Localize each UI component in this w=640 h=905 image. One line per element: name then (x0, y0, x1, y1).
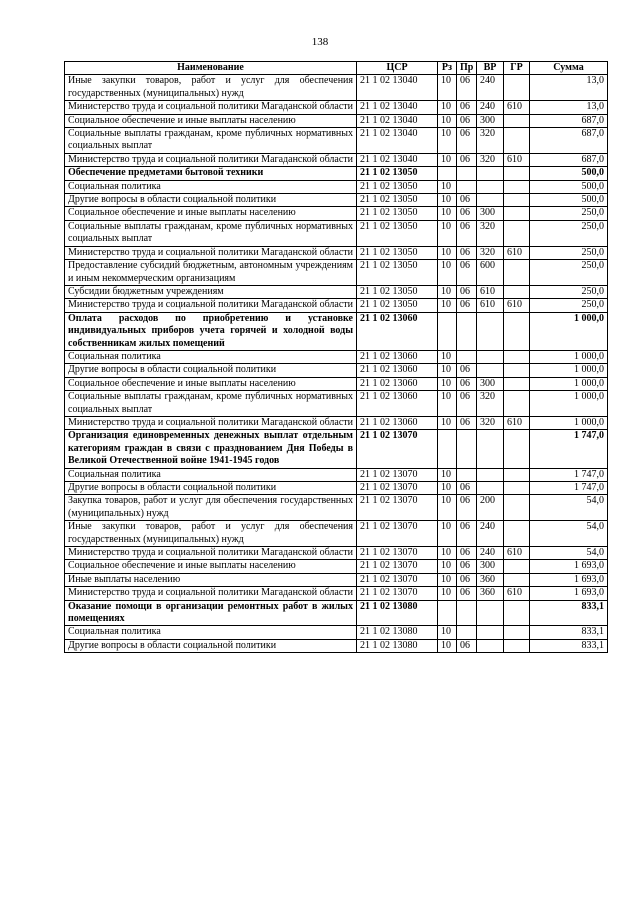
cell-rz: 10 (438, 114, 457, 127)
cell-vr: 300 (477, 377, 504, 390)
table-row (65, 626, 608, 639)
cell-pr: 06 (457, 207, 477, 220)
cell-pr (457, 468, 477, 481)
cell-rz: 10 (438, 391, 457, 417)
cell-sum: 13,0 (530, 101, 608, 114)
cell-csr: 21 1 02 13070 (357, 495, 438, 521)
cell-sum: 1 000,0 (530, 312, 608, 350)
cell-gr: 610 (504, 101, 530, 114)
table-row (65, 285, 608, 298)
cell-csr: 21 1 02 13070 (357, 587, 438, 600)
header-csr: ЦСР (357, 62, 438, 75)
cell-csr: 21 1 02 13070 (357, 547, 438, 560)
cell-pr: 06 (457, 391, 477, 417)
cell-sum: 54,0 (530, 495, 608, 521)
table-row (65, 468, 608, 481)
cell-vr: 320 (477, 246, 504, 259)
cell-csr: 21 1 02 13050 (357, 260, 438, 286)
cell-vr: 240 (477, 101, 504, 114)
cell-name: Другие вопросы в области социальной политики (65, 364, 357, 377)
cell-name: Иные закупки товаров, работ и услуг для обеспечения государственных (муниципальных) нужд (65, 75, 357, 101)
cell-sum: 1 000,0 (530, 416, 608, 429)
cell-name: Социальное обеспечение и иные выплаты населению (65, 377, 357, 390)
cell-pr (457, 167, 477, 180)
cell-csr: 21 1 02 13040 (357, 153, 438, 166)
cell-csr: 21 1 02 13070 (357, 521, 438, 547)
cell-gr (504, 285, 530, 298)
cell-gr (504, 75, 530, 101)
cell-pr: 06 (457, 639, 477, 652)
table-row (65, 377, 608, 390)
cell-rz: 10 (438, 468, 457, 481)
cell-sum: 250,0 (530, 260, 608, 286)
cell-vr (477, 468, 504, 481)
cell-gr (504, 377, 530, 390)
table-row (65, 114, 608, 127)
table-row (65, 495, 608, 521)
cell-sum: 1 747,0 (530, 482, 608, 495)
cell-vr (477, 167, 504, 180)
cell-sum: 250,0 (530, 299, 608, 312)
cell-gr (504, 391, 530, 417)
cell-name: Социальная политика (65, 350, 357, 363)
cell-name: Министерство труда и социальной политики Магаданской области (65, 101, 357, 114)
cell-gr (504, 560, 530, 573)
cell-csr: 21 1 02 13050 (357, 299, 438, 312)
cell-vr (477, 350, 504, 363)
cell-rz: 10 (438, 101, 457, 114)
cell-name: Министерство труда и социальной политики Магаданской области (65, 246, 357, 259)
page-number: 138 (311, 36, 329, 48)
cell-vr: 600 (477, 260, 504, 286)
cell-pr: 06 (457, 482, 477, 495)
cell-name: Другие вопросы в области социальной политики (65, 482, 357, 495)
cell-gr (504, 220, 530, 246)
cell-csr: 21 1 02 13040 (357, 75, 438, 101)
cell-name: Обеспечение предметами бытовой техники (65, 167, 357, 180)
cell-csr: 21 1 02 13060 (357, 377, 438, 390)
cell-rz: 10 (438, 587, 457, 600)
cell-sum: 833,1 (530, 626, 608, 639)
cell-gr (504, 495, 530, 521)
cell-csr: 21 1 02 13070 (357, 573, 438, 586)
table-row (65, 391, 608, 417)
cell-vr: 300 (477, 207, 504, 220)
cell-rz: 10 (438, 128, 457, 154)
table-row (65, 153, 608, 166)
cell-name: Другие вопросы в области социальной политики (65, 639, 357, 652)
cell-sum: 250,0 (530, 246, 608, 259)
cell-vr: 360 (477, 573, 504, 586)
cell-sum: 687,0 (530, 153, 608, 166)
cell-sum: 250,0 (530, 207, 608, 220)
cell-rz: 10 (438, 560, 457, 573)
cell-vr (477, 482, 504, 495)
header-pr: Пр (457, 62, 477, 75)
cell-name: Иные закупки товаров, работ и услуг для обеспечения государственных (муниципальных) нужд (65, 521, 357, 547)
cell-csr: 21 1 02 13040 (357, 101, 438, 114)
cell-csr: 21 1 02 13070 (357, 430, 438, 468)
cell-name: Социальные выплаты гражданам, кроме публичных нормативных социальных выплат (65, 391, 357, 417)
cell-csr: 21 1 02 13050 (357, 220, 438, 246)
cell-vr: 360 (477, 587, 504, 600)
cell-sum: 687,0 (530, 114, 608, 127)
cell-csr: 21 1 02 13080 (357, 626, 438, 639)
cell-sum: 1 000,0 (530, 364, 608, 377)
cell-rz: 10 (438, 482, 457, 495)
cell-rz (438, 167, 457, 180)
cell-rz: 10 (438, 153, 457, 166)
cell-name: Социальная политика (65, 180, 357, 193)
cell-csr: 21 1 02 13080 (357, 600, 438, 626)
cell-vr: 610 (477, 285, 504, 298)
cell-rz: 10 (438, 521, 457, 547)
cell-csr: 21 1 02 13060 (357, 312, 438, 350)
cell-pr: 06 (457, 416, 477, 429)
table-row (65, 521, 608, 547)
cell-rz: 10 (438, 547, 457, 560)
table-row (65, 167, 608, 180)
cell-csr: 21 1 02 13050 (357, 285, 438, 298)
cell-pr: 06 (457, 246, 477, 259)
cell-vr (477, 639, 504, 652)
table-row (65, 560, 608, 573)
cell-csr: 21 1 02 13050 (357, 207, 438, 220)
cell-vr: 240 (477, 521, 504, 547)
table-row (65, 364, 608, 377)
table-row (65, 299, 608, 312)
cell-pr (457, 600, 477, 626)
cell-name: Иные выплаты населению (65, 573, 357, 586)
cell-name: Другие вопросы в области социальной политики (65, 194, 357, 207)
cell-rz: 10 (438, 207, 457, 220)
cell-gr (504, 194, 530, 207)
cell-pr: 06 (457, 128, 477, 154)
cell-sum: 13,0 (530, 75, 608, 101)
cell-sum: 687,0 (530, 128, 608, 154)
cell-csr: 21 1 02 13050 (357, 194, 438, 207)
cell-sum: 1 747,0 (530, 430, 608, 468)
cell-pr: 06 (457, 521, 477, 547)
cell-csr: 21 1 02 13070 (357, 482, 438, 495)
cell-vr: 320 (477, 153, 504, 166)
cell-name: Министерство труда и социальной политики Магаданской области (65, 416, 357, 429)
cell-sum: 833,1 (530, 600, 608, 626)
cell-sum: 1 000,0 (530, 377, 608, 390)
table-row (65, 220, 608, 246)
table-row (65, 180, 608, 193)
cell-vr: 300 (477, 560, 504, 573)
table-row (65, 482, 608, 495)
cell-pr: 06 (457, 153, 477, 166)
cell-name: Организация единовременных денежных выплат отдельным категориям граждан в связи с празднованием Дня Победы в Великой Отечественной войне 1941-1945 годов (65, 430, 357, 468)
cell-pr: 06 (457, 560, 477, 573)
cell-rz: 10 (438, 246, 457, 259)
cell-pr: 06 (457, 220, 477, 246)
cell-rz: 10 (438, 377, 457, 390)
cell-pr: 06 (457, 587, 477, 600)
cell-rz: 10 (438, 573, 457, 586)
cell-name: Министерство труда и социальной политики Магаданской области (65, 587, 357, 600)
header-vr: ВР (477, 62, 504, 75)
cell-gr: 610 (504, 299, 530, 312)
cell-gr (504, 639, 530, 652)
cell-sum: 1 693,0 (530, 560, 608, 573)
table-row (65, 312, 608, 350)
cell-name: Министерство труда и социальной политики Магаданской области (65, 547, 357, 560)
cell-sum: 1 693,0 (530, 573, 608, 586)
cell-rz: 10 (438, 495, 457, 521)
cell-name: Оказание помощи в организации ремонтных работ в жилых помещениях (65, 600, 357, 626)
table-row (65, 194, 608, 207)
cell-gr (504, 167, 530, 180)
cell-name: Социальная политика (65, 626, 357, 639)
cell-pr: 06 (457, 260, 477, 286)
cell-vr: 320 (477, 391, 504, 417)
cell-name: Министерство труда и социальной политики Магаданской области (65, 299, 357, 312)
cell-vr: 320 (477, 220, 504, 246)
cell-gr (504, 482, 530, 495)
cell-csr: 21 1 02 13070 (357, 468, 438, 481)
cell-gr: 610 (504, 547, 530, 560)
cell-rz: 10 (438, 194, 457, 207)
cell-pr (457, 430, 477, 468)
cell-sum: 250,0 (530, 220, 608, 246)
table-row (65, 600, 608, 626)
cell-csr: 21 1 02 13060 (357, 391, 438, 417)
header-sum: Сумма (530, 62, 608, 75)
cell-vr: 610 (477, 299, 504, 312)
cell-name: Министерство труда и социальной политики Магаданской области (65, 153, 357, 166)
cell-csr: 21 1 02 13060 (357, 416, 438, 429)
cell-vr: 240 (477, 547, 504, 560)
cell-sum: 500,0 (530, 180, 608, 193)
cell-gr (504, 364, 530, 377)
table-body (65, 75, 608, 653)
cell-sum: 1 747,0 (530, 468, 608, 481)
cell-gr (504, 114, 530, 127)
cell-name: Предоставление субсидий бюджетным, автономным учреждениям и иным некоммерческим организациям (65, 260, 357, 286)
table-row (65, 350, 608, 363)
cell-rz: 10 (438, 639, 457, 652)
cell-rz: 10 (438, 299, 457, 312)
cell-csr: 21 1 02 13050 (357, 246, 438, 259)
cell-rz: 10 (438, 350, 457, 363)
cell-pr: 06 (457, 101, 477, 114)
table-row (65, 128, 608, 154)
cell-pr: 06 (457, 194, 477, 207)
table-row (65, 639, 608, 652)
cell-sum: 54,0 (530, 547, 608, 560)
cell-sum: 1 693,0 (530, 587, 608, 600)
cell-gr (504, 312, 530, 350)
header-gr: ГР (504, 62, 530, 75)
cell-gr (504, 430, 530, 468)
cell-pr (457, 626, 477, 639)
table-row (65, 260, 608, 286)
cell-rz: 10 (438, 260, 457, 286)
cell-name: Оплата расходов по приобретению и установке индивидуальных приборов учета горячей и холодной воды собственникам жилых помещений (65, 312, 357, 350)
cell-csr: 21 1 02 13050 (357, 180, 438, 193)
cell-gr: 610 (504, 153, 530, 166)
cell-rz: 10 (438, 285, 457, 298)
cell-gr (504, 207, 530, 220)
cell-sum: 1 000,0 (530, 391, 608, 417)
cell-gr (504, 128, 530, 154)
table-row (65, 75, 608, 101)
cell-csr: 21 1 02 13050 (357, 167, 438, 180)
cell-rz: 10 (438, 626, 457, 639)
cell-pr (457, 180, 477, 193)
cell-rz (438, 600, 457, 626)
cell-pr: 06 (457, 573, 477, 586)
cell-csr: 21 1 02 13060 (357, 364, 438, 377)
cell-vr: 240 (477, 75, 504, 101)
cell-pr: 06 (457, 364, 477, 377)
table-row (65, 547, 608, 560)
cell-sum: 54,0 (530, 521, 608, 547)
cell-pr: 06 (457, 285, 477, 298)
cell-name: Закупка товаров, работ и услуг для обеспечения государственных (муниципальных) нужд (65, 495, 357, 521)
table-row (65, 430, 608, 468)
header-rz: Рз (438, 62, 457, 75)
cell-vr (477, 626, 504, 639)
cell-pr: 06 (457, 75, 477, 101)
cell-gr (504, 350, 530, 363)
cell-gr (504, 626, 530, 639)
cell-sum: 250,0 (530, 285, 608, 298)
cell-gr: 610 (504, 416, 530, 429)
cell-pr: 06 (457, 114, 477, 127)
cell-name: Социальные выплаты гражданам, кроме публичных нормативных социальных выплат (65, 128, 357, 154)
cell-gr: 610 (504, 246, 530, 259)
cell-name: Социальная политика (65, 468, 357, 481)
cell-gr (504, 468, 530, 481)
cell-gr (504, 600, 530, 626)
cell-vr: 300 (477, 114, 504, 127)
cell-rz: 10 (438, 75, 457, 101)
cell-name: Социальное обеспечение и иные выплаты населению (65, 207, 357, 220)
cell-csr: 21 1 02 13040 (357, 128, 438, 154)
cell-vr: 320 (477, 416, 504, 429)
cell-vr (477, 180, 504, 193)
cell-rz: 10 (438, 220, 457, 246)
cell-rz: 10 (438, 364, 457, 377)
cell-csr: 21 1 02 13070 (357, 560, 438, 573)
table-row (65, 416, 608, 429)
cell-pr: 06 (457, 495, 477, 521)
header-name: Наименование (65, 62, 357, 75)
cell-pr (457, 312, 477, 350)
cell-gr: 610 (504, 587, 530, 600)
cell-sum: 500,0 (530, 167, 608, 180)
cell-vr (477, 312, 504, 350)
cell-name: Социальное обеспечение и иные выплаты населению (65, 560, 357, 573)
cell-gr (504, 260, 530, 286)
table-row (65, 207, 608, 220)
cell-vr (477, 194, 504, 207)
cell-csr: 21 1 02 13040 (357, 114, 438, 127)
cell-sum: 500,0 (530, 194, 608, 207)
cell-rz: 10 (438, 180, 457, 193)
cell-vr (477, 430, 504, 468)
cell-sum: 833,1 (530, 639, 608, 652)
cell-rz (438, 430, 457, 468)
cell-vr: 320 (477, 128, 504, 154)
cell-rz (438, 312, 457, 350)
cell-rz: 10 (438, 416, 457, 429)
cell-vr (477, 364, 504, 377)
cell-pr (457, 350, 477, 363)
budget-table (64, 61, 608, 653)
cell-pr: 06 (457, 377, 477, 390)
cell-name: Субсидии бюджетным учреждениям (65, 285, 357, 298)
cell-csr: 21 1 02 13080 (357, 639, 438, 652)
table-row (65, 587, 608, 600)
cell-name: Социальное обеспечение и иные выплаты населению (65, 114, 357, 127)
table-row (65, 246, 608, 259)
cell-pr: 06 (457, 299, 477, 312)
cell-gr (504, 573, 530, 586)
table-header-row (65, 62, 608, 75)
cell-sum: 1 000,0 (530, 350, 608, 363)
cell-csr: 21 1 02 13060 (357, 350, 438, 363)
cell-pr: 06 (457, 547, 477, 560)
table-row (65, 101, 608, 114)
cell-vr (477, 600, 504, 626)
table-row (65, 573, 608, 586)
cell-gr (504, 521, 530, 547)
cell-vr: 200 (477, 495, 504, 521)
cell-gr (504, 180, 530, 193)
cell-name: Социальные выплаты гражданам, кроме публичных нормативных социальных выплат (65, 220, 357, 246)
